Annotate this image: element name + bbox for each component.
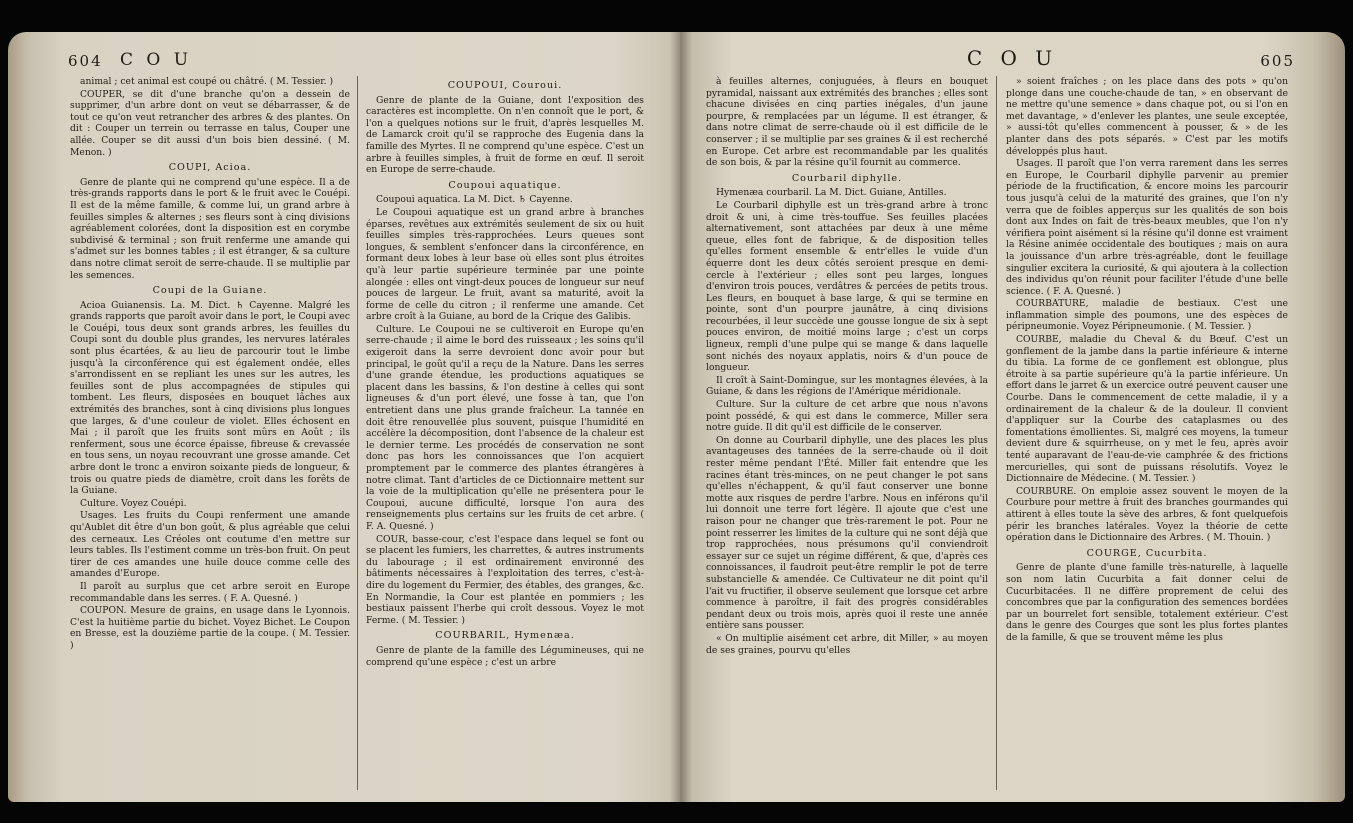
paragraph: COUPER, se dit d'une branche qu'on a dessein de supprimer, d'un arbre dont on veut se débarrasser, & de tout ce qu'on veut retrancher des arbres & des plantes. On dit : Couper un terrein ou terrasse en talus, Couper une allée. Couper se dit aussi d'un bois bien dessiné. ( M. Menon. ) (70, 88, 350, 158)
left-page-header (8, 46, 680, 76)
paragraph: Le Courbaril diphylle est un très-grand arbre à tronc droit & uni, à cime très-touffue. Ses feuilles placées alternativement, sont attachées par deux à une même queue, elles font de fabrique, & de disposition telles qu'elles forment ensemble & entr'elles le vuide d'un équerre dont les deux côtés seroient presque en demi-cercle à l'extérieur ; elles sont peu larges, longues d'environ trois pouces, verdâtres & percées de petits trous. Les fleurs, en bouquet à base large, & qui se termine en pointe, sont d'un pourpre jaunâtre, à cinq divisions recourbées, il leur succède une gousse longue de six à sept pouces environ, de moitié moins large ; c'est un corps ligneux, rempli d'une pulpe qui se mange & dans laquelle sont nichés des noyaux applatis, noirs & d'un pouce de longueur. (706, 199, 988, 374)
left-page (8, 32, 680, 802)
paragraph: COURBATURE, maladie de bestiaux. C'est une inflammation simple des poumons, une des espèces de péripneumonie. Voyez Péripneumonie. ( M. Tessier. ) (1006, 298, 1288, 333)
right-column-rule (996, 76, 997, 790)
left-column-1 (70, 76, 350, 790)
paragraph: Genre de plante d'une famille très-naturelle, à laquelle son nom latin Cucurbita a fait donner celui de Cucurbitacées. Il ne diffère proprement de celui des concombres que par la configuration des semences bordées par un bourrelet fort sensible, totalement extérieur. C'est dans le genre des Courges que sont les plus fortes plantes de la famille, & que se trouvent même les plus (1006, 562, 1288, 643)
left-page-number: 604 (68, 52, 103, 70)
entry-heading: Courbaril diphylle. (791, 172, 903, 184)
paragraph: animal ; cet animal est coupé ou châtré. ( M. Tessier. ) (80, 76, 334, 87)
paragraph: Culture. Le Coupoui ne se cultiveroit en Europe qu'en serre-chaude ; il aime le bord des ruisseaux ; les soins qu'il exigeroit dans la serre devroient donc avoir pour but principal, le goût qu'il a reçu de la Nature. Dans les serres d'une grande étendue, les productions aquatiques se placent dans les bassins, & l'on destine à celles qui sont ligneuses & d'un port élevé, une fosse à tan, que l'on entretient dans une plus grande fraîcheur. La tannée en doit être renouvellée plus souvent, puisque l'humidité en accélère la décomposition, dont l'absence de la chaleur est le dernier terme. Les procédés de conservation ne sont donc pas hors les connoissances que l'on acquiert promptement par le commerce des plantes étrangères à notre climat. Tant d'articles de ce Dictionnaire mettent sur la voie de la multiplication qu'elle ne présentera pour le Coupoui, aucune difficulté, lorsque l'on aura des renseignements plus certains sur les fruits de cet arbre. ( F. A. Quesné. ) (366, 323, 644, 532)
paragraph: On donne au Courbaril diphylle, une des places les plus avantageuses des tannées de la serre-chaude où il doit rester même pendant l'Été. Miller fait entendre que les racines étant très-minces, on ne peut changer le pot sans qu'elles n'échappent, & qu'il faut conserver une bonne motte aux risques de perdre l'arbre. Nous en inférons qu'il lui donnoit une terre fort légère. Il ajoute que c'est une raison pour ne changer que très-rarement le pot. Pour ne point resserrer les limites de la culture qui ne sont déjà que trop rapprochées, nous présumons qu'il conviendroit essayer sur ce sujet un régime différent, & que, d'après ces connoissances, il faudroit peut-être remplir le pot de terre substancielle & amendée. Ce Cultivateur ne dit point qu'il l'ait vu fructifier, il observe seulement que lorsque cet arbre commence à paroître, il fait des progrès considérables pendant deux ou trois mois, après quoi il reste une année entière sans pousser. (706, 434, 988, 632)
left-column-2 (366, 76, 644, 790)
left-column-rule (357, 76, 358, 790)
entry-heading: Coupoui aquatique. (448, 179, 562, 191)
paragraph: Culture. Sur la culture de cet arbre que nous n'avons point possédé, & qui est dans le commerce, Miller sera notre guide. Il dit qu'il est difficile de le conserver. (706, 399, 988, 434)
right-running-head: C O U (966, 46, 1059, 70)
entry-heading: COURBARIL, Hymenæa. (435, 630, 575, 642)
right-column-2 (1006, 76, 1288, 790)
paragraph: » soient fraîches ; on les place dans des pots » qu'on plonge dans une couche-chaude de tan, » en observant de ne mettre qu'une semence » dans chaque pot, ou si l'on en met davantage, » d'enlever les plantes, une seule exceptée, » aussi-tôt qu'elles commencent à pousser, & » de les planter dans des pots séparés. » C'est par les motifs développés plus haut. (1006, 76, 1288, 157)
entry-heading: COUPOUI, Couroui. (447, 80, 563, 91)
paragraph: Coupoui aquatica. La M. Dict. ♄ Cayenne. (376, 194, 573, 206)
paragraph: Usages. Il paroît que l'on verra rarement dans les serres en Europe, le Courbaril diphylle parvenir au premier période de la fructification, & encore moins les parcourir tous jusqu'à celui de la maturité des graines, que l'on n'y verra que de foibles apperçus sur les qualités de son bois dont aux Indes on fait de très-beaux meubles, que l'on n'y vérifiera point aisément si la résine qu'il donne est vraiment la Résine animée occidentale des boutiques ; mais on aura la jouissance d'un arbre très-agréable, dont le feuillage singulier excitera la curiosité, & qui ajoutera à la collection des individus qu'on réunit pour faciliter l'étude d'une belle science. ( F. A. Quesné. ) (1006, 158, 1288, 297)
paragraph: Genre de plante de la famille des Légumineuses, qui ne comprend qu'une espèce ; c'est un arbre (366, 644, 644, 668)
left-running-head: C O U (120, 50, 193, 70)
paragraph: Hymenæa courbaril. La M. Dict. Guiane, Antilles. (716, 187, 947, 199)
right-page (680, 32, 1345, 802)
paragraph: COUPON. Mesure de grains, en usage dans le Lyonnois. C'est la huitième partie du bichet. Voyez Bichet. Le Coupon en Bresse, est la douzième partie de la coupe. ( M. Tessier. ) (70, 605, 350, 651)
paragraph: Genre de plante qui ne comprend qu'une espèce. Il a de très-grands rapports dans le port & le fruit avec le Couépi. Il est de la même famille, & comme lui, un grand arbre à feuilles simples & alternes ; ses fleurs sont à cinq divisions agréablement colorées, dont la disposition est en corymbe subdivisé & terminal ; son fruit renferme une amande qui s'admet sur les bonnes tables ; il est étranger, & sa culture dans notre climat seroit de serre-chaude. Il se multiplie par les semences. (70, 176, 350, 281)
paragraph: COURBURE. On emploie assez souvent le moyen de la Courbure pour mettre à fruit des branches gourmandes qui attirent à elles toute la sève des arbres, & font quelquefois périr les branches latérales. Voyez la théorie de cette opération dans le Dictionnaire des Arbres. ( M. Thouin. ) (1006, 485, 1288, 544)
open-book (8, 2, 1345, 821)
paragraph: « On multiplie aisément cet arbre, dit Miller, » au moyen de ses graines, pourvu qu'elles (706, 632, 988, 656)
right-page-number: 605 (1260, 52, 1295, 70)
paragraph: COURBE, maladie du Cheval & du Bœuf. C'est un gonflement de la jambe dans la partie inférieure & interne du tibia. La forme de ce gonflement est oblongue, plus étroite à sa partie supérieure qu'à la partie inférieure. Un effort dans le jarret & un exercice outré peuvent causer une Courbe. Dans le commencement de cette maladie, il y a ordinairement de la chaleur & de la douleur. Il convient d'appliquer sur la Courbe des cataplasmes ou des fomentations émollientes. Si, malgré ces moyens, la tumeur devient dure & squirrheuse, on y met le feu, après avoir tenté auparavant de l'eau-de-vie camphrée & des frictions mercurielles, qui sont de puissans résolutifs. Voyez le Dictionnaire de Médecine. ( M. Tessier. ) (1006, 334, 1288, 485)
right-column-1 (706, 76, 988, 790)
paragraph: COUR, basse-cour, c'est l'espace dans lequel se font ou se placent les fumiers, les charrettes, & autres instruments du labourage ; il est ordinairement environné des bâtiments nécessaires à l'exploitation des terres, c'est-à-dire du logement du Fermier, des étables, des granges, &c. En Normandie, la Cour est plantée en pommiers ; les bestiaux paissent l'herbe qui croît dessous. Voyez le mot Ferme. ( M. Tessier. ) (366, 533, 644, 626)
right-page-header (680, 46, 1345, 76)
paragraph: Genre de plante de la Guiane, dont l'exposition des caractères est incomplette. On n'en connoît que le port, & l'on a quelques notions sur le fruit, d'après lesquelles M. de Lamarck croit qu'il se rapproche des Eugenia dans la famille des Myrtes. Il ne comprend qu'une espèce. C'est un arbre à feuilles simples, à fruit de forme en œuf. Il seroit en Europe de serre-chaude. (366, 94, 644, 176)
entry-heading: COURGE, Cucurbita. (1086, 547, 1208, 559)
paragraph: Culture. Voyez Couépi. (80, 497, 187, 509)
entry-heading: COUPI, Acioa. (168, 162, 252, 174)
paragraph: Acioa Guianensis. La. M. Dict. ♄ Cayenne. Malgré les grands rapports que paroît avoir dans le port, le Coupi avec le Couépi, tous deux sont grands arbres, les feuilles du Coupi sont du double plus grandes, les nervures latérales sont plus écartées, & au lieu de parcourir tout le limbe jusqu'à la circonférence qui est également ondée, elles s'arrondissent en se repliant les unes sur les autres, les feuilles sont de plus accompagnées de stipules qui tombent. Les fleurs, disposées en bouquet lâches aux extrémités des branches, sont à cinq divisions plus longues que larges, & d'une couleur de violet. Elles échosent en Mai ; il paroît que les fruits sont mûrs en Août ; ils renferment, sous une écorce épaisse, fibreuse & crevassée en tous sens, un noyau recouvrant une grosse amande. Cet arbre dont le tronc a environ soixante pieds de longueur, & trois ou quatre pieds de diamètre, croît dans les forêts de la Guiane. (70, 299, 350, 497)
entry-heading: Coupi de la Guiane. (152, 285, 268, 297)
paragraph: à feuilles alternes, conjuguées, à fleurs en bouquet pyramidal, naissant aux extrémités des branches ; elles sont chacune divisées en cinq parties inégales, d'un jaune pourpre, & remplacées par un légume. Il est étranger, & dans notre climat de serre-chaude où il est difficile de le conserver ; il se multiplie par ses graines & il est recherché en Europe. Cet arbre est recommandable par les qualités de son bois, & par la résine qu'il fournit au commerce. (706, 76, 988, 169)
paragraph: Usages. Les fruits du Coupi renferment une amande qu'Aublet dit être d'un bon goût, & plus agréable que celui des cerneaux. Les Créoles ont coutume d'en mettre sur leurs tables. Ils l'estiment comme un très-bon fruit. On peut tirer de ces amandes une huile douce comme celle des amandes d'Europe. (70, 510, 350, 580)
paragraph: Le Coupoui aquatique est un grand arbre à branches éparses, revêtues aux extrémités seulement de six ou huit feuilles simples très-rapprochées. Leurs queues sont longues, & semblent s'enfoncer dans la circonférence, en formant deux lobes à leur base où elles sont plus étroites qu'à leur partie supérieure terminée par une pointe alongée : elles ont vingt-deux pouces de longueur sur neuf pouces de largeur. Le fruit, avant sa maturité, avoit la forme de celle du citron ; il renferme une amande. Cet arbre croît à la Guiane, au bord de la Crique des Galibis. (366, 206, 644, 323)
paragraph: Il croît à Saint-Domingue, sur les montagnes élevées, à la Guiane, & dans les régions de l'Amérique méridionale. (706, 374, 988, 398)
paragraph: Il paroît au surplus que cet arbre seroit en Europe recommandable dans les serres. ( F. A. Quesné. ) (70, 580, 350, 604)
